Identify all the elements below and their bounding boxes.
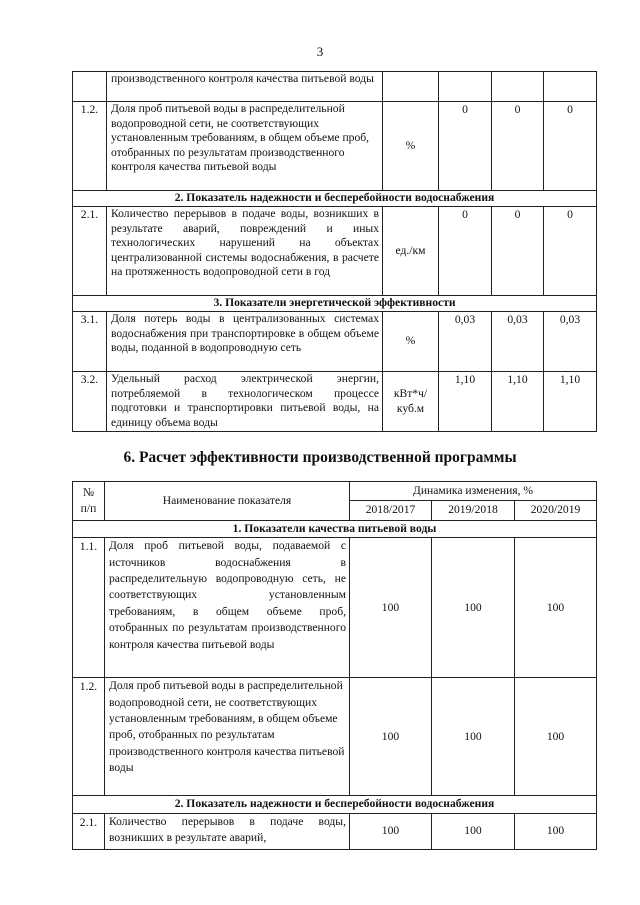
value-cell: 0,03 [492,312,544,372]
value-cell: 100 [515,813,597,849]
value-cell: 0 [544,207,597,296]
value-cell: 100 [432,678,515,796]
section-heading: 2. Показатель надежности и бесперебойности водоснабжения [73,191,597,207]
header-year: 2019/2018 [432,501,515,520]
section-row [73,296,597,312]
indicator-name: Доля проб питьевой воды в распределительной водопроводной сети, не соответствующих установленным требованиям, в общем объеме проб, отобранных по результатам производственного контроля качества питьевой воды [105,678,350,796]
value-cell: 0 [492,207,544,296]
value-cell: 0 [544,102,597,191]
table-row [73,678,597,796]
efficiency-table [72,481,597,850]
unit-cell: ед./км [383,207,439,296]
value-cell: 100 [515,538,597,678]
section-row [73,796,597,813]
table-row [73,538,597,678]
value-cell: 1,10 [492,372,544,432]
row-number: 1.2. [73,678,105,796]
indicators-table [72,71,597,432]
value-cell [492,72,544,102]
header-indicator-name: Наименование показателя [105,482,350,521]
page-number: 3 [316,44,324,59]
section-heading: 3. Показатели энергетической эффективности [73,296,597,312]
header-number-line2: п/п [80,501,97,515]
indicator-name: Количество перерывов в подаче воды, возникших в результате аварий, [105,813,350,849]
table-row [73,312,597,372]
value-cell: 100 [432,813,515,849]
value-cell: 0 [492,102,544,191]
indicator-name: Доля проб питьевой воды, подаваемой с источников водоснабжения в распределительную водопроводную сеть, не соответствующих установленным требованиям, в общем объеме проб, отобранных по результатам производственного контроля качества питьевой воды [105,538,350,678]
section-title: 6. Расчет эффективности производственной программы [123,449,517,466]
header-year: 2020/2019 [515,501,597,520]
header-number-line1: № [82,485,95,499]
row-number: 1.1. [73,538,105,678]
row-number: 3.1. [73,312,107,372]
header-row [73,482,597,501]
indicator-name: Доля потерь воды в централизованных системах водоснабжения при транспортировке в общем объеме воды, поданной в водопроводную сеть [107,312,383,372]
value-cell: 100 [432,538,515,678]
value-cell: 1,10 [544,372,597,432]
section-heading: 2. Показатель надежности и бесперебойности водоснабжения [73,796,597,813]
value-cell: 0 [439,207,492,296]
unit-cell: % [383,102,439,191]
section-heading: 1. Показатели качества питьевой воды [73,520,597,537]
row-number: 2.1. [73,207,107,296]
row-number: 2.1. [73,813,105,849]
row-number: 1.2. [73,102,107,191]
table-row [73,372,597,432]
indicator-name: Количество перерывов в подаче воды, возникших в результате аварий, повреждений и иных технологических нарушений на объектах централизованной системы водоснабжения, в расчете на протяженность водопроводной сети в год [107,207,383,296]
section-row [73,191,597,207]
table-row [73,207,597,296]
row-number: 3.2. [73,372,107,432]
unit-cell: кВт*ч/ куб.м [383,372,439,432]
value-cell: 100 [350,678,432,796]
table-row [73,102,597,191]
value-cell: 1,10 [439,372,492,432]
table-row [73,72,597,102]
indicator-name: Удельный расход электрической энергии, потребляемой в технологическом процессе подготовки и транспортировки питьевой воды, на единицу объема воды [107,372,383,432]
indicator-name: Доля проб питьевой воды в распределительной водопроводной сети, не соответствующих установленным требованиям, в общем объеме проб, отобранных по результатам производственного контроля качества питьевой воды [107,102,383,191]
section-row [73,520,597,537]
header-number [73,482,105,521]
table-row [73,813,597,849]
header-year: 2018/2017 [350,501,432,520]
value-cell [544,72,597,102]
value-cell [439,72,492,102]
row-number [73,72,107,102]
unit-cell [383,72,439,102]
value-cell: 0 [439,102,492,191]
value-cell: 100 [350,813,432,849]
value-cell: 100 [350,538,432,678]
value-cell: 0,03 [439,312,492,372]
header-dynamics: Динамика изменения, % [350,482,597,501]
indicator-name: производственного контроля качества питьевой воды [107,72,383,102]
value-cell: 100 [515,678,597,796]
unit-cell: % [383,312,439,372]
value-cell: 0,03 [544,312,597,372]
